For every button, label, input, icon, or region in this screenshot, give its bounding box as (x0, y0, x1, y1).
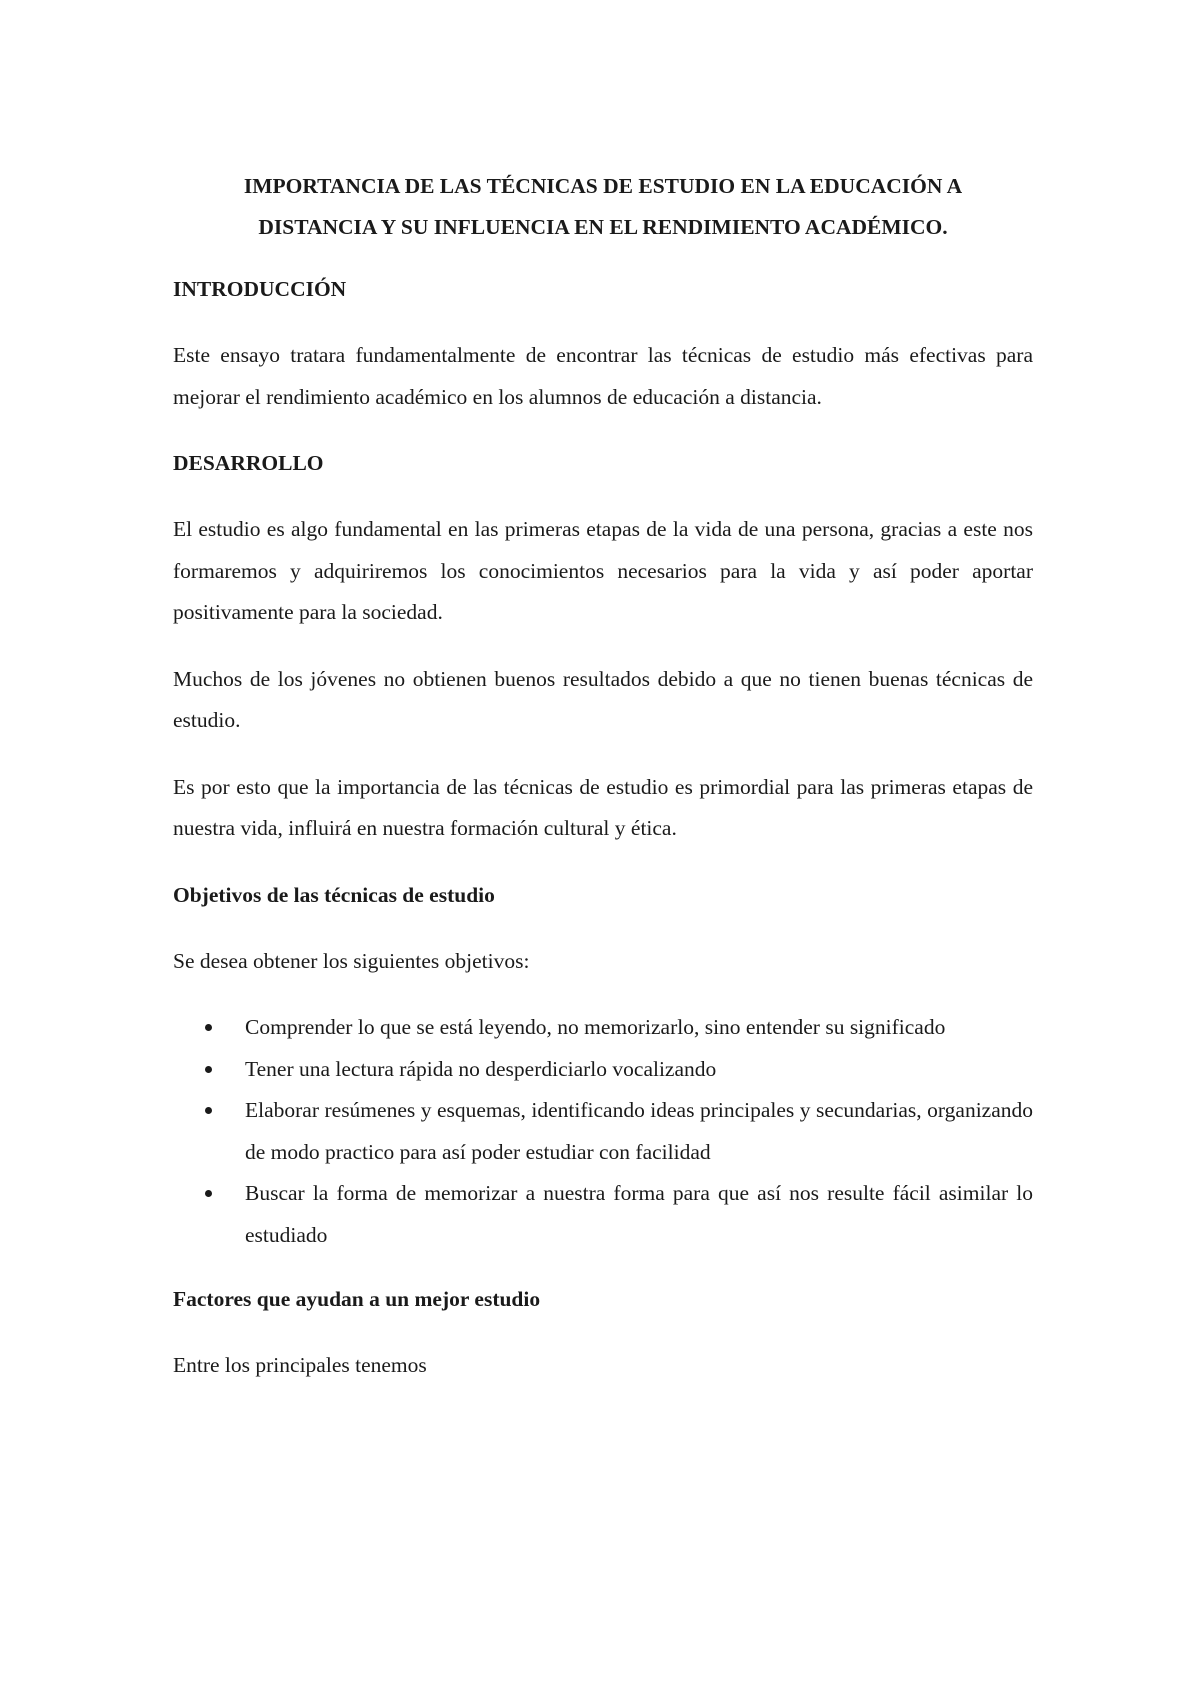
objective-text: Comprender lo que se está leyendo, no memorizarlo, sino entender su significado (245, 1015, 946, 1039)
intro-paragraph: Este ensayo tratara fundamentalmente de encontrar las técnicas de estudio más efectivas para mejorar el rendimiento académico en los alumnos de educación a distancia. (173, 343, 1033, 409)
list-item (173, 1049, 1033, 1091)
document-title (173, 166, 1033, 248)
bullet-icon (205, 1024, 212, 1031)
list-item (173, 1173, 1033, 1256)
development-paragraph-2: Muchos de los jóvenes no obtienen buenos resultados debido a que no tienen buenas técnicas de estudio. (173, 666, 1033, 732)
document-content (173, 166, 1033, 1412)
title-line-2: DISTANCIA Y SU INFLUENCIA EN EL RENDIMIENTO ACADÉMICO. (258, 215, 948, 239)
factors-heading: Factores que ayudan a un mejor estudio (173, 1287, 541, 1311)
list-item (173, 1090, 1033, 1173)
development-paragraph-3: Es por esto que la importancia de las técnicas de estudio es primordial para las primeras etapas de nuestra vida, influirá en nuestra formación cultural y ética. (173, 774, 1033, 840)
bullet-icon (205, 1107, 212, 1114)
objectives-list (173, 1007, 1033, 1256)
list-item (173, 1007, 1033, 1049)
bullet-icon (205, 1066, 212, 1073)
title-line-1: IMPORTANCIA DE LAS TÉCNICAS DE ESTUDIO EN LA EDUCACIÓN A (243, 174, 963, 198)
objective-text: Elaborar resúmenes y esquemas, identificando ideas principales y secundarias, organizando de modo practico para así poder estudiar con facilidad (245, 1098, 1033, 1164)
bullet-icon (205, 1190, 212, 1197)
objective-text: Tener una lectura rápida no desperdiciarlo vocalizando (245, 1056, 717, 1081)
intro-heading: INTRODUCCIÓN (173, 277, 347, 301)
development-paragraph-1: El estudio es algo fundamental en las primeras etapas de la vida de una persona, gracias a este nos formaremos y adquiriremos los conocimientos necesarios para la vida y así poder aportar positivamente para la sociedad. (173, 517, 1033, 624)
objectives-intro: Se desea obtener los siguientes objetivos: (173, 948, 530, 973)
objectives-heading: Objetivos de las técnicas de estudio (173, 882, 495, 907)
objective-text: Buscar la forma de memorizar a nuestra forma para que así nos resulte fácil asimilar lo estudiado (245, 1181, 1033, 1247)
factors-intro: Entre los principales tenemos (173, 1353, 427, 1377)
development-heading: DESARROLLO (173, 451, 324, 475)
